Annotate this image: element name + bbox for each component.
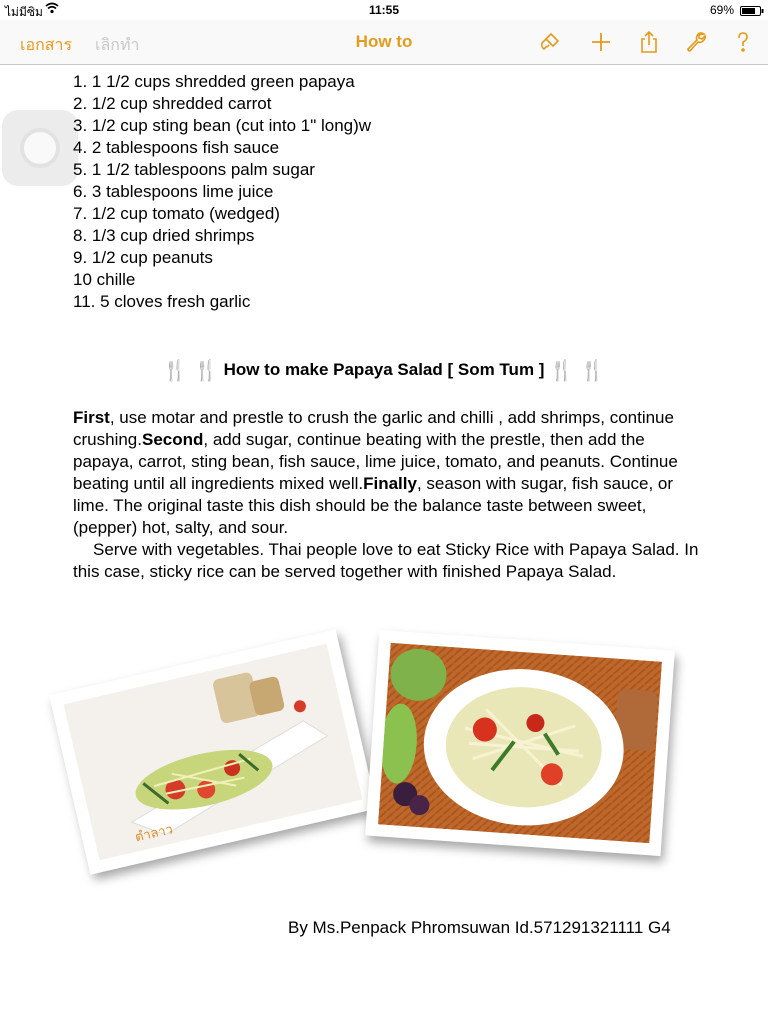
serve-paragraph: Serve with vegetables. Thai people love to eat Sticky Rice with Papaya Salad. In this case, sticky rice can be served together with finished Papaya Salad. bbox=[73, 540, 699, 581]
clock: 11:55 bbox=[368, 3, 400, 17]
carrier-label: ไม่มีซิม bbox=[5, 5, 43, 19]
help-icon[interactable] bbox=[731, 30, 755, 54]
papaya-salad-photo-2[interactable] bbox=[365, 630, 675, 856]
add-icon[interactable] bbox=[589, 30, 613, 54]
list-item: 4. 2 tablespoons fish sauce bbox=[73, 138, 280, 157]
author-byline: By Ms.Penpack Phromsuwan Id.571291321111 G4 bbox=[288, 918, 671, 937]
list-item: 6. 3 tablespoons lime juice bbox=[73, 182, 274, 201]
fork-knife-icon: 🍴 🍴 bbox=[162, 358, 219, 382]
fork-knife-icon: 🍴 🍴 bbox=[549, 358, 606, 382]
list-item: 10 chille bbox=[73, 270, 136, 289]
assistive-touch-dot bbox=[24, 132, 56, 164]
first-label: First bbox=[73, 408, 110, 427]
documents-button[interactable]: เอกสาร bbox=[20, 37, 73, 54]
share-icon[interactable] bbox=[637, 30, 661, 54]
section-heading bbox=[0, 358, 768, 382]
instructions-paragraph bbox=[73, 407, 703, 539]
list-item: 1. 1 1/2 cups shredded green papaya bbox=[73, 72, 355, 91]
wrench-icon[interactable] bbox=[684, 30, 708, 54]
first-text: , use motar and prestle to crush the garlic and chilli , add shrimps, continue crushing. bbox=[73, 408, 674, 449]
papaya-salad-photo-1[interactable] bbox=[49, 629, 377, 874]
list-item: 11. 5 cloves fresh garlic bbox=[73, 292, 251, 311]
status-bar bbox=[0, 0, 768, 20]
finally-label: Finally bbox=[363, 474, 417, 493]
undo-button[interactable]: เลิกทำ bbox=[95, 37, 140, 54]
list-item: 5. 1 1/2 tablespoons palm sugar bbox=[73, 160, 315, 179]
photo-watermark: ตำลาว bbox=[133, 822, 175, 846]
document-title: How to bbox=[355, 32, 413, 51]
brush-icon[interactable] bbox=[538, 30, 562, 54]
list-item: 8. 1/3 cup dried shrimps bbox=[73, 226, 255, 245]
nav-bar bbox=[0, 20, 768, 65]
finally-text: , season with sugar, fish sauce, or lime. The original taste this dish should be the balance taste between sweet, (pepper) hot, salty, and sour. bbox=[73, 474, 674, 537]
ingredient-list bbox=[73, 71, 371, 313]
battery-icon bbox=[740, 5, 762, 15]
assistive-touch-button[interactable] bbox=[2, 110, 78, 186]
list-item: 3. 1/2 cup sting bean (cut into 1" long)w bbox=[73, 116, 372, 135]
second-label: Second bbox=[141, 430, 204, 449]
heading-text: How to make Papaya Salad [ Som Tum ] bbox=[223, 360, 545, 379]
second-text: , add sugar, continue beating with the prestle, then add the papaya, carrot, sting bean, fish sauce, lime juice, tomato, and peanuts. Continue beating until all ingredients mixed well. bbox=[73, 430, 678, 493]
battery-percent: 69% bbox=[709, 3, 734, 17]
list-item: 7. 1/2 cup tomato (wedged) bbox=[73, 204, 280, 223]
list-item: 9. 1/2 cup peanuts bbox=[73, 248, 213, 267]
list-item: 2. 1/2 cup shredded carrot bbox=[73, 94, 272, 113]
